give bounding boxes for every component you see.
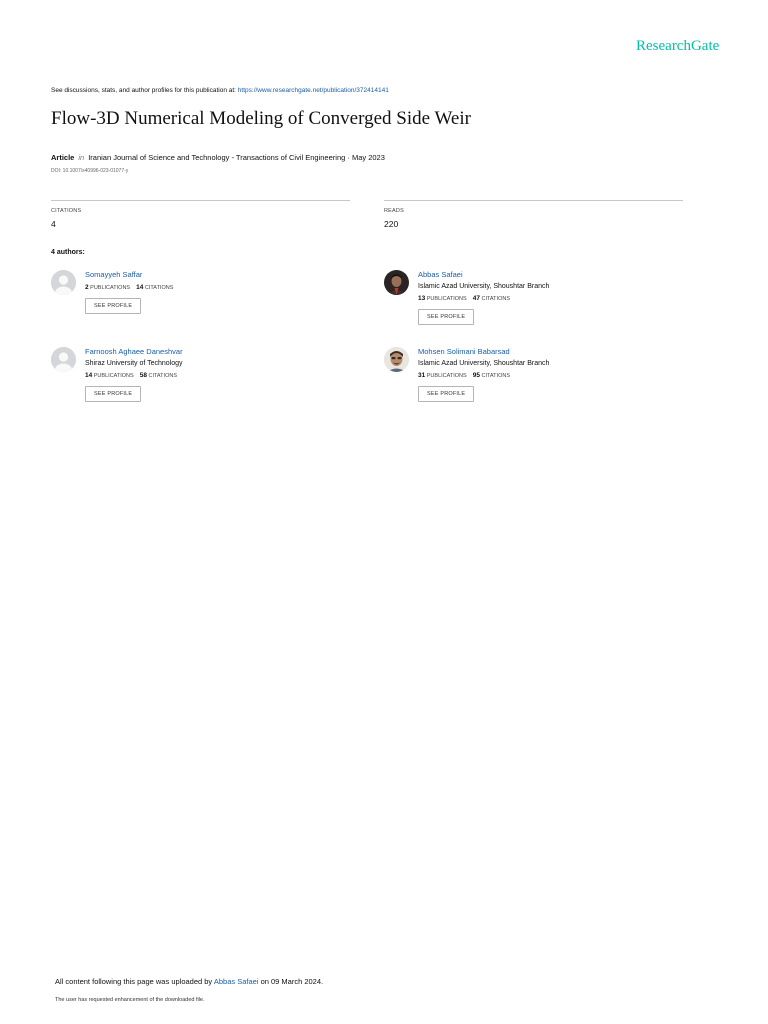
- publications-count: 14: [85, 372, 93, 379]
- author-name-link[interactable]: Mohsen Solimani Babarsad: [418, 347, 510, 356]
- author-name-link[interactable]: Somayyeh Saffar: [85, 270, 143, 279]
- citations-label: CITATIONS: [148, 373, 177, 379]
- author-stats: [85, 372, 183, 379]
- publications-label: PUBLICATIONS: [426, 296, 467, 302]
- citations-count: 47: [472, 295, 480, 302]
- see-profile-button[interactable]: SEE PROFILE: [418, 386, 474, 402]
- publication-title: Flow-3D Numerical Modeling of Converged Side Weir: [51, 108, 471, 129]
- see-profile-button[interactable]: SEE PROFILE: [85, 386, 141, 402]
- author-stats: [85, 284, 173, 291]
- default-avatar-icon[interactable]: [51, 270, 76, 295]
- see-profile-button[interactable]: SEE PROFILE: [418, 309, 474, 325]
- author-stats: [418, 372, 549, 379]
- photo-avatar-icon[interactable]: [384, 347, 409, 372]
- upload-suffix: on 09 March 2024.: [258, 977, 324, 986]
- reads-label: READS: [384, 208, 404, 214]
- upload-note: [55, 977, 323, 986]
- citations-value: 4: [51, 219, 56, 229]
- default-avatar-icon[interactable]: [51, 347, 76, 372]
- author-institution: Shiraz University of Technology: [85, 360, 183, 367]
- author-name-link[interactable]: Farnoosh Aghaee Daneshvar: [85, 347, 183, 356]
- citations-label: CITATIONS: [51, 208, 82, 214]
- citations-label: CITATIONS: [481, 296, 510, 302]
- author-institution: Islamic Azad University, Shoushtar Branch: [418, 360, 550, 367]
- publications-label: PUBLICATIONS: [90, 285, 131, 291]
- publications-count: 31: [418, 372, 426, 379]
- reads-stat: [384, 200, 683, 229]
- publications-label: PUBLICATIONS: [426, 373, 467, 379]
- researchgate-logo[interactable]: ResearchGate: [636, 38, 720, 54]
- publication-type: Article: [51, 153, 75, 162]
- author-institution: Islamic Azad University, Shoushtar Branch: [418, 283, 550, 290]
- publication-venue: Iranian Journal of Science and Technology - Transactions of Civil Engineering · May 2023: [88, 153, 385, 162]
- publication-meta: [51, 153, 385, 162]
- publications-count: 13: [418, 295, 426, 302]
- photo-avatar-icon[interactable]: [384, 270, 409, 295]
- author-name-link[interactable]: Abbas Safaei: [418, 270, 463, 279]
- publication-url-link[interactable]: https://www.researchgate.net/publication/372414141: [237, 87, 389, 94]
- enhancement-note: The user has requested enhancement of the downloaded file.: [55, 997, 205, 1003]
- in-label: in: [78, 153, 85, 162]
- discussion-prefix: See discussions, stats, and author profiles for this publication at:: [51, 87, 238, 94]
- author-stats: [418, 295, 549, 302]
- publication-doi: DOI: 10.1007/s40996-023-01077-y: [51, 168, 129, 174]
- citations-count: 14: [136, 284, 144, 291]
- reads-value: 220: [384, 219, 399, 229]
- citations-count: 95: [472, 372, 480, 379]
- uploader-link[interactable]: Abbas Safaei: [213, 977, 259, 986]
- publications-label: PUBLICATIONS: [93, 373, 134, 379]
- see-profile-button[interactable]: SEE PROFILE: [85, 298, 141, 314]
- citations-label: CITATIONS: [481, 373, 510, 379]
- authors-heading: 4 authors:: [51, 249, 85, 256]
- publications-count: 2: [85, 284, 89, 291]
- citations-label: CITATIONS: [144, 285, 174, 291]
- upload-prefix: All content following this page was uploaded by: [55, 977, 214, 986]
- discussion-note: [51, 87, 389, 94]
- citations-stat: [51, 200, 350, 229]
- citations-count: 58: [139, 372, 147, 379]
